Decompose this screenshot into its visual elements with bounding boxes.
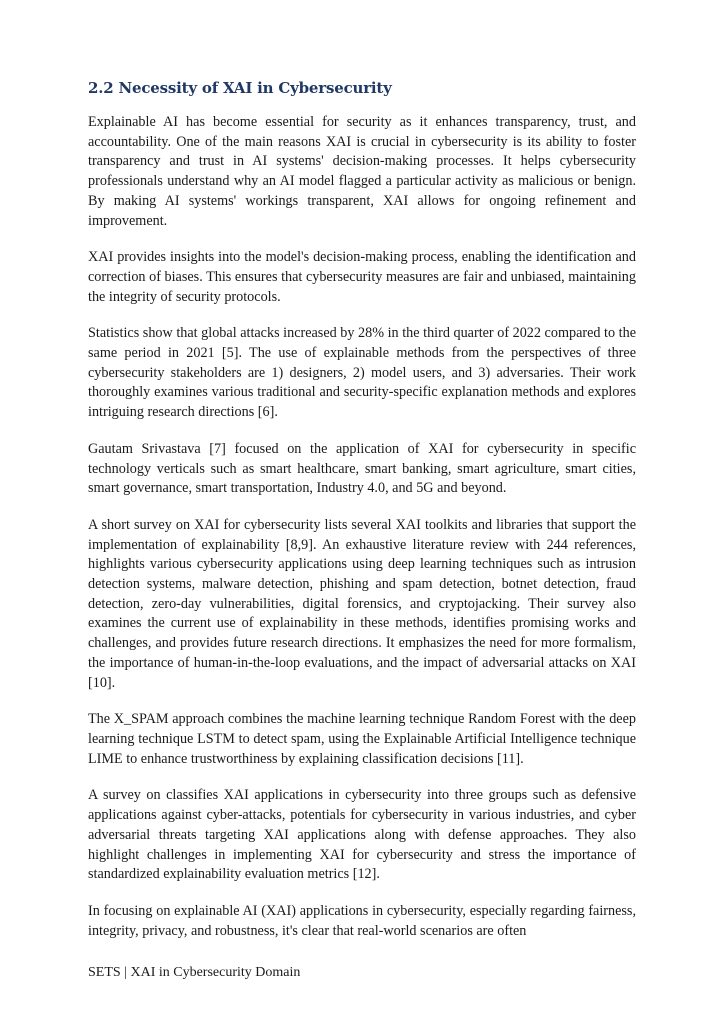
paragraph-statistics: Statistics show that global attacks increased by 28% in the third quarter of 2022 compared to the same period in 2021 [5]. The use of explainable methods from the perspectives of three cybersecurity stakeholders are 1) designers, 2) model users, and 3) adversaries. Their work thoroughly examines various traditional and security-specific explanation methods and explores intriguing research directions [6]. [88, 325, 636, 421]
section-heading: 2.2 Necessity of XAI in Cybersecurity [88, 79, 392, 97]
paragraph-xai-applications: In focusing on explainable AI (XAI) applications in cybersecurity, especially regarding fairness, integrity, privacy, and robustness, it's clear that real-world scenarios are often [88, 902, 636, 939]
page-content [88, 78, 636, 958]
paragraph-x-spam: The X_SPAM approach combines the machine learning technique Random Forest with the deep learning technique LSTM to detect spam, using the Explainable Artificial Intelligence technique LIME to enhance trustworthiness by explaining classification decisions [11]. [88, 711, 636, 767]
paragraph-xai-essential: Explainable AI has become essential for security as it enhances transparency, trust, and accountability. One of the main reasons XAI is crucial in cybersecurity is its ability to foster transparency and trust in AI systems' decision-making processes. It helps cybersecurity professionals understand why an AI model flagged a particular activity as malicious or benign. By making AI systems' workings transparent, XAI allows for ongoing refinement and improvement. [88, 114, 636, 229]
paragraph-survey-classifies: A survey on classifies XAI applications in cybersecurity into three groups such as defensive applications against cyber-attacks, potentials for cybersecurity in various industries, and cyber adversarial threats targeting XAI applications along with defense approaches. They also highlight challenges in implementing XAI for cybersecurity and stress the importance of standardized explainability evaluation metrics [12]. [88, 787, 636, 883]
paragraph-xai-insights: XAI provides insights into the model's decision-making process, enabling the identification and correction of biases. This ensures that cybersecurity measures are fair and unbiased, maintaining the integrity of security protocols. [88, 249, 636, 305]
page-footer: SETS | XAI in Cybersecurity Domain [88, 965, 301, 980]
paragraph-srivastava: Gautam Srivastava [7] focused on the application of XAI for cybersecurity in specific technology verticals such as smart healthcare, smart banking, smart agriculture, smart cities, smart governance, smart transportation, Industry 4.0, and 5G and beyond. [88, 440, 636, 497]
paragraph-short-survey: A short survey on XAI for cybersecurity lists several XAI toolkits and libraries that support the implementation of explainability [8,9]. An exhaustive literature review with 244 references, highlights various cybersecurity applications using deep learning techniques such as intrusion detection systems, malware detection, phishing and spam detection, botnet detection, fraud detection, zero-day vulnerabilities, digital forensics, and cryptojacking. Their survey also examines the current use of explainability in these methods, identifies promising works and challenges, and provides future research directions. It emphasizes the need for more formalism, the importance of human-in-the-loop evaluations, and the impact of adversarial attacks on XAI [10]. [88, 516, 636, 691]
